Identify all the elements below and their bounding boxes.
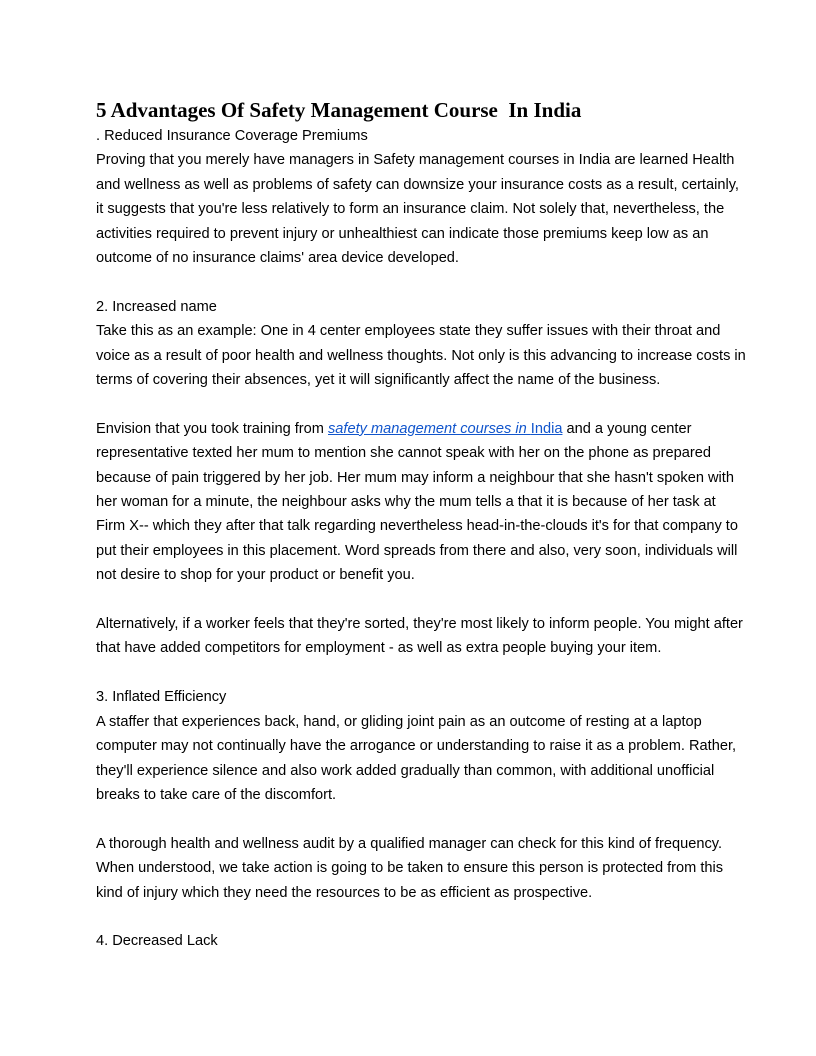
paragraph-line: computer may not continually have the arrogance or understanding to raise it as a problem. Rather, (96, 738, 737, 755)
paragraph-line: Firm X-- which they after that talk regarding nevertheless head-in-the-clouds it's for that company to (96, 518, 738, 535)
paragraph-line: Alternatively, if a worker feels that they're sorted, they're most likely to inform people. You might after (96, 616, 743, 633)
paragraph-line: terms of covering their absences, yet it will significantly affect the name of the business. (96, 372, 661, 389)
inline-text: and a young center (562, 420, 692, 437)
section-heading-increased-name: 2. Increased name (96, 298, 217, 315)
paragraph-line: voice as a result of poor health and wellness thoughts. Not only is this advancing to increase costs in (96, 347, 746, 364)
paragraph-spacer (96, 270, 726, 294)
section-heading-decreased-lack: 4. Decreased Lack (96, 933, 218, 950)
paragraph-spacer (96, 807, 726, 831)
paragraph-line: A staffer that experiences back, hand, or gliding joint pain as an outcome of resting at a laptop (96, 713, 702, 730)
page-title: 5 Advantages Of Safety Management Course In India (96, 98, 582, 122)
india-link[interactable]: India (530, 420, 563, 437)
paragraph-line: breaks to take care of the discomfort. (96, 786, 337, 803)
paragraph-line: that have added competitors for employment - as well as extra people buying your item. (96, 640, 662, 657)
paragraph-line: A thorough health and wellness audit by a qualified manager can check for this kind of frequency. (96, 835, 723, 852)
paragraph-line: outcome of no insurance claims' area device developed. (96, 250, 459, 267)
safety-management-courses-link[interactable]: safety management courses in (328, 420, 531, 437)
paragraph-line: Take this as an example: One in 4 center employees state they suffer issues with their throat and (96, 323, 721, 340)
inline-text: Envision that you took training from (96, 420, 328, 437)
paragraph-line: not desire to shop for your product or benefit you. (96, 567, 415, 584)
paragraph-spacer (96, 588, 726, 612)
paragraph-line: they'll experience silence and also work added gradually than common, with additional unofficial (96, 762, 715, 779)
section-heading-reduced-insurance: . Reduced Insurance Coverage Premiums (96, 128, 368, 144)
paragraph-line: kind of injury which they need the resources to be as efficient as prospective. (96, 884, 593, 901)
paragraph-line: representative texted her mum to mention she cannot speak with her on the phone as prepared (96, 445, 711, 462)
paragraph-line: it suggests that you're less relatively to form an insurance claim. Not solely that, nevertheless, the (96, 201, 725, 218)
paragraph-line: her woman for a minute, the neighbour asks why the mum tells a that it is because of her task at (96, 494, 716, 511)
paragraph-spacer (96, 392, 726, 416)
document-page (96, 96, 746, 954)
paragraph-spacer (96, 661, 726, 685)
paragraph-line: because of pain triggered by her job. Her mum may inform a neighbour that she hasn't spoken with (96, 469, 734, 486)
paragraph-line: Proving that you merely have managers in Safety management courses in India are learned Health (96, 152, 735, 169)
paragraph-line: When understood, we take action is going to be taken to ensure this person is protected from this (96, 860, 724, 877)
paragraph-line: and wellness as well as problems of safety can downsize your insurance costs as a result, certainly, (96, 176, 739, 193)
paragraph-spacer (96, 905, 726, 929)
paragraph-line: put their employees in this placement. Word spreads from there and also, very soon, individuals will (96, 542, 738, 559)
paragraph-line: activities required to prevent injury or unhealthiest can indicate those premiums keep low as an (96, 225, 709, 242)
paragraph-line-with-link (96, 417, 726, 441)
section-heading-inflated-efficiency: 3. Inflated Efficiency (96, 689, 227, 706)
